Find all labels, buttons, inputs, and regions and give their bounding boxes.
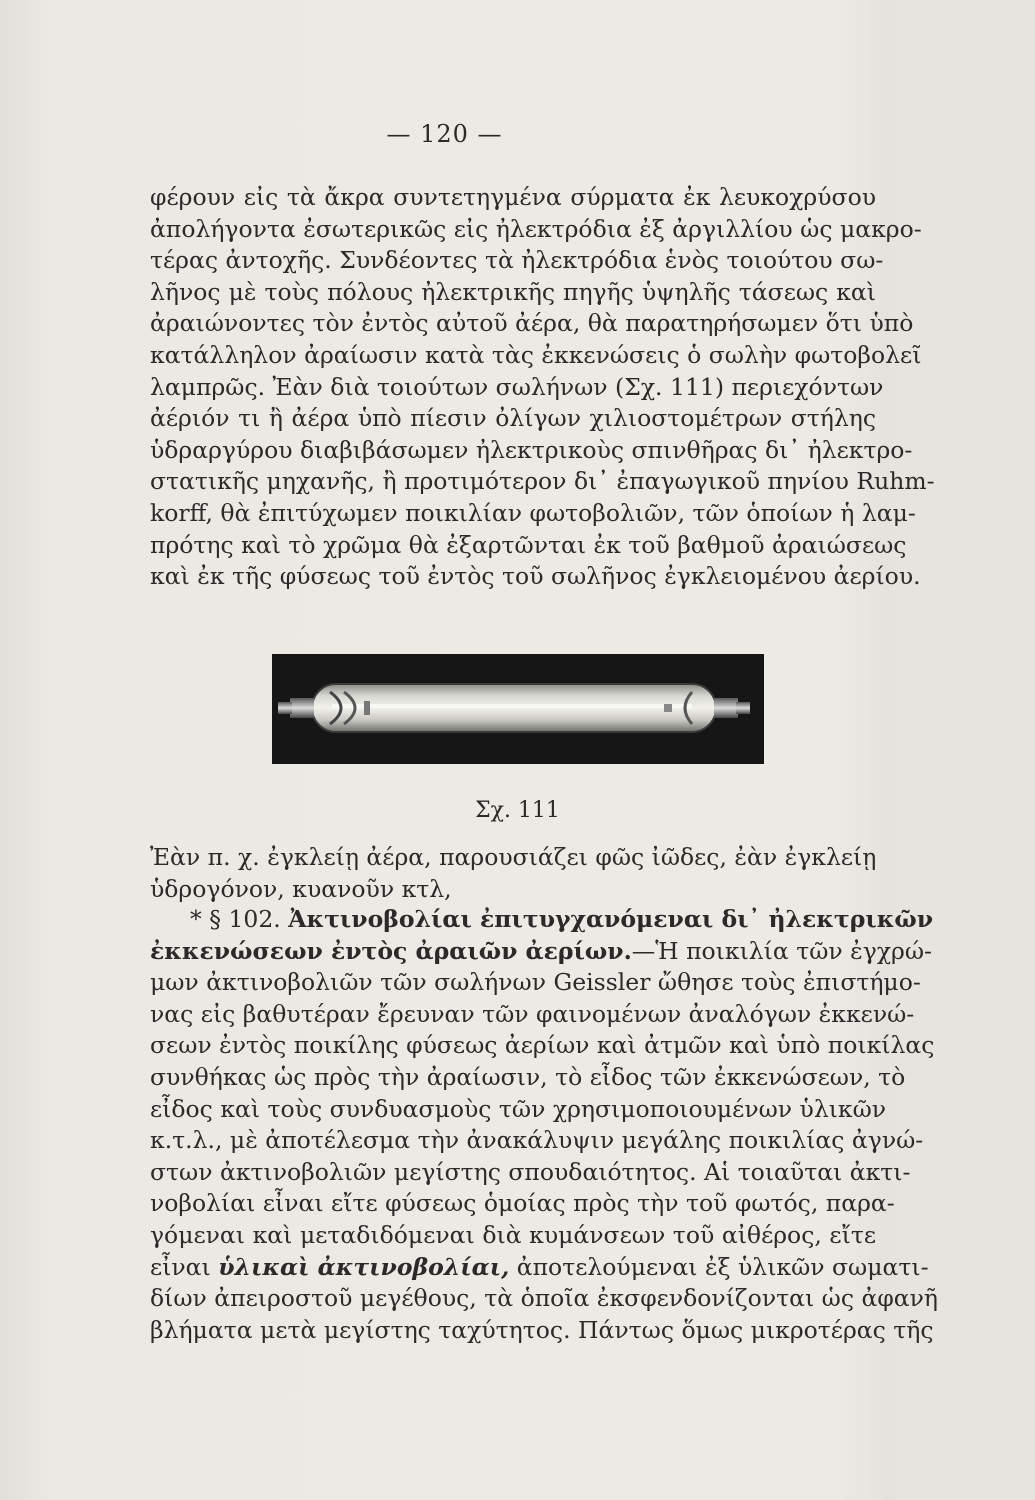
text-line: korff, θὰ ἐπιτύχωμεν ποικιλίαν φωτοβολιῶν, τῶν ὁποίων ἡ λαμ- bbox=[150, 498, 916, 527]
text-line: κ.τ.λ., μὲ ἀποτέλεσμα τὴν ἀνακάλυψιν μεγάλης ποικιλίας ἀγνώ- bbox=[150, 1126, 924, 1155]
paragraph-examples bbox=[150, 842, 876, 905]
text-line: κατάλληλον ἀραίωσιν κατὰ τὰς ἐκκενώσεις ὁ σωλὴν φωτοβολεῖ bbox=[150, 340, 922, 369]
section-title-continued: ἐκκενώσεων ἐντὸς ἀραιῶν ἀερίων. bbox=[150, 936, 632, 965]
section-heading-line bbox=[150, 936, 932, 968]
text-line: στατικῆς μηχανῆς, ἢ προτιμότερον δι᾿ ἐπαγωγικοῦ πηνίου Ruhm- bbox=[150, 467, 935, 496]
geissler-tube-figure bbox=[272, 654, 764, 764]
text-line: νας εἰς βαθυτέραν ἔρευναν τῶν φαινομένων ἀναλόγων ἐκκενώ- bbox=[150, 999, 915, 1028]
text-line: ὑδραργύρου διαβιβάσωμεν ἠλεκτρικοὺς σπινθῆρας δι᾿ ἠλεκτρο- bbox=[150, 435, 913, 464]
text-line: μων ἀκτινοβολιῶν τῶν σωλήνων Geissler ὤθησε τοὺς ἐπιστήμο- bbox=[150, 968, 921, 997]
text-line: λῆνος μὲ τοὺς πόλους ἠλεκτρικῆς πηγῆς ὑψηλῆς τάσεως καὶ bbox=[150, 277, 876, 306]
text-fragment: εἶναι bbox=[150, 1252, 219, 1281]
text-line: ὑδρογόνον, κυανοῦν κτλ, bbox=[150, 874, 452, 903]
text-line: εἶδος καὶ τοὺς συνδυασμοὺς τῶν χρησιμοποιουμένων ὑλικῶν bbox=[150, 1094, 887, 1123]
geissler-tube-illustration bbox=[272, 654, 764, 764]
text-line: ἀπολήγοντα ἐσωτερικῶς εἰς ἠλεκτρόδια ἐξ ἀργιλλίου ὡς μακρο- bbox=[150, 214, 922, 243]
text-line: Ἐὰν π. χ. ἐγκλείῃ ἀέρα, παρουσιάζει φῶς ἰῶδες, ἐὰν ἐγκλείῃ bbox=[150, 843, 877, 871]
text-line: ἀραιώνοντες τὸν ἐντὸς αὐτοῦ ἀέρα, θὰ παρατηρήσωμεν ὅτι ὑπὸ bbox=[150, 309, 914, 338]
section-mark: * § 102. bbox=[190, 905, 281, 933]
figure-caption: Σχ. 111 bbox=[475, 798, 560, 823]
text-line: συνθήκας ὡς πρὸς τὴν ἀραίωσιν, τὸ εἶδος τῶν ἐκκενώσεων, τὸ bbox=[150, 1062, 906, 1091]
text-line: σεων ἐντὸς ποικίλης φύσεως ἀερίων καὶ ἀτμῶν καὶ ὑπὸ ποικίλας bbox=[150, 1031, 935, 1060]
text-line: βλήματα μετὰ μεγίστης ταχύτητος. Πάντως ὅμως μικροτέρας τῆς bbox=[150, 1315, 934, 1344]
section-title: Ἀκτινοβολίαι ἐπιτυγχανόμεναι δι᾿ ἠλεκτρικῶν bbox=[288, 905, 934, 933]
text-line: τέρας ἀντοχῆς. Συνδέοντες τὰ ἠλεκτρόδια ἑνὸς τοιούτου σω- bbox=[150, 246, 884, 275]
text-line: γόμεναι καὶ μεταδιδόμεναι διὰ κυμάνσεων τοῦ αἰθέρος, εἴτε bbox=[150, 1220, 876, 1249]
section-text: —Ἡ ποικιλία τῶν ἐγχρώ- bbox=[631, 936, 932, 965]
section-heading-line bbox=[150, 904, 934, 936]
text-line: καὶ ἐκ τῆς φύσεως τοῦ ἐντὸς τοῦ σωλῆνος ἐγκλειομένου ἀερίου. bbox=[150, 562, 921, 591]
text-fragment: ἀποτελούμεναι ἐξ ὑλικῶν σωματι- bbox=[509, 1252, 929, 1281]
text-line: ἀέριόν τι ἢ ἀέρα ὑπὸ πίεσιν ὀλίγων χιλιοστομέτρων στήλης bbox=[150, 404, 876, 433]
text-line-emphasis bbox=[150, 1252, 929, 1284]
text-line: φέρουν εἰς τὰ ἄκρα συντετηγμένα σύρματα ἐκ λευκοχρύσου bbox=[150, 183, 876, 211]
page-number: — 120 — bbox=[386, 120, 503, 148]
text-line: νοβολίαι εἶναι εἴτε φύσεως ὁμοίας πρὸς τὴν τοῦ φωτός, παρα- bbox=[150, 1189, 895, 1218]
text-line: στων ἀκτινοβολιῶν μεγίστης σπουδαιότητος. Αἱ τοιαῦται ἀκτι- bbox=[150, 1157, 911, 1186]
text-line: πρότης καὶ τὸ χρῶμα θὰ ἐξαρτῶνται ἐκ τοῦ βαθμοῦ ἀραιώσεως bbox=[150, 530, 907, 559]
text-line: δίων ἀπειροστοῦ μεγέθους, τὰ ὁποῖα ἐκσφενδονίζονται ὡς ἀφανῆ bbox=[150, 1284, 939, 1313]
text-line: λαμπρῶς. Ἐὰν διὰ τοιούτων σωλήνων (Σχ. 111) περιεχόντων bbox=[150, 372, 884, 401]
section-102 bbox=[150, 904, 939, 1346]
paragraph-intro bbox=[150, 182, 935, 593]
emphasized-term: ὑλικαὶ ἀκτινοβολίαι, bbox=[218, 1252, 510, 1281]
